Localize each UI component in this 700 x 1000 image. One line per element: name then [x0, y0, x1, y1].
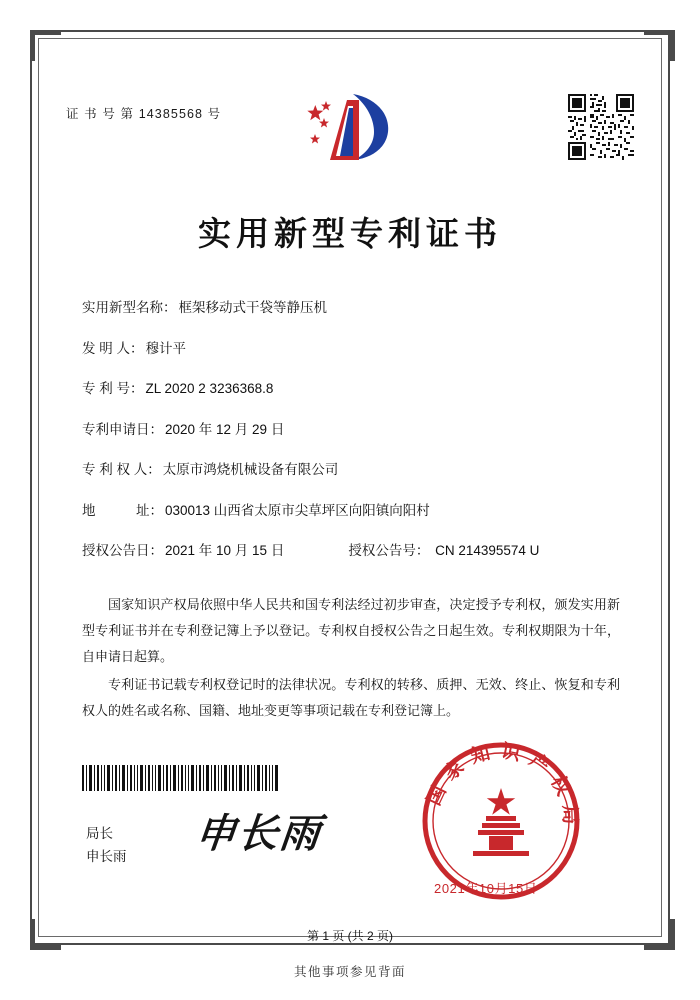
- field-label: 专 利 权 人：: [82, 462, 161, 477]
- grant-number-label: 授权公告号：: [348, 543, 430, 558]
- svg-text:国家知识产权局: 国家知识产权局: [422, 739, 582, 834]
- field-address: [82, 499, 622, 519]
- field-patentee: [82, 458, 622, 478]
- seal-date: 2021年10月15日: [434, 881, 538, 896]
- field-label: 地 址：: [82, 502, 163, 518]
- field-label: 专利申请日：: [82, 421, 163, 437]
- director-title-label: 局长: [86, 826, 113, 841]
- field-patent-number: [82, 377, 622, 397]
- field-utility-model-name: [82, 296, 622, 316]
- field-value: 框架移动式干袋等静压机: [178, 300, 327, 315]
- certificate-number: 证 书 号 第 14385568 号: [66, 107, 222, 121]
- field-value: ZL 2020 2 3236368.8: [145, 381, 274, 396]
- field-value: 太原市鸿烧机械设备有限公司: [162, 462, 339, 477]
- field-label: 发 明 人：: [82, 340, 144, 356]
- field-value: 穆计平: [145, 340, 187, 356]
- page-title: 实用新型专利证书: [198, 214, 502, 253]
- legal-text-block: [82, 592, 620, 726]
- corner-ornament-top-right: [644, 30, 675, 61]
- director-handwritten-signature: 申长雨: [193, 810, 325, 857]
- page-indicator: 第 1 页 (共 2 页): [306, 929, 393, 943]
- fields-list: [82, 296, 622, 580]
- corner-ornament-top-left: [30, 30, 61, 61]
- signature-labels: [86, 822, 127, 868]
- field-label: 实用新型名称：: [82, 300, 177, 315]
- field-inventor: [82, 337, 622, 357]
- grant-date-label: 授权公告日：: [82, 543, 163, 558]
- footer-note: 其他事项参见背面: [293, 965, 406, 979]
- paragraph-registry-statement: 专利证书记载专利权登记时的法律状况。专利权的转移、质押、无效、终止、恢复和专利权人的姓名或名称、国籍、地址变更等事项记载在专利登记簿上。: [82, 677, 620, 718]
- qr-code-icon: [568, 94, 634, 160]
- grant-number-value: CN 214395574 U: [435, 543, 540, 558]
- cnipa-emblem-icon: [296, 88, 402, 168]
- field-value: 2020 年 12 月 29 日: [165, 421, 285, 437]
- paragraph-grant-statement: 国家知识产权局依照中华人民共和国专利法经过初步审查，决定授予专利权，颁发实用新型专利证书并在专利登记簿上予以登记。专利权自授权公告之日起生效。专利权期限为十年，自申请日起算。: [82, 597, 620, 664]
- director-name-label: 申长雨: [86, 849, 127, 864]
- field-label: 专 利 号：: [82, 381, 144, 396]
- field-value: 030013 山西省太原市尖草坪区向阳镇向阳村: [165, 502, 430, 518]
- grant-date-value: 2021 年 10 月 15 日: [165, 543, 285, 558]
- barcode-icon: [82, 765, 278, 791]
- field-grant-announcement: [82, 539, 622, 559]
- field-application-date: [82, 418, 622, 438]
